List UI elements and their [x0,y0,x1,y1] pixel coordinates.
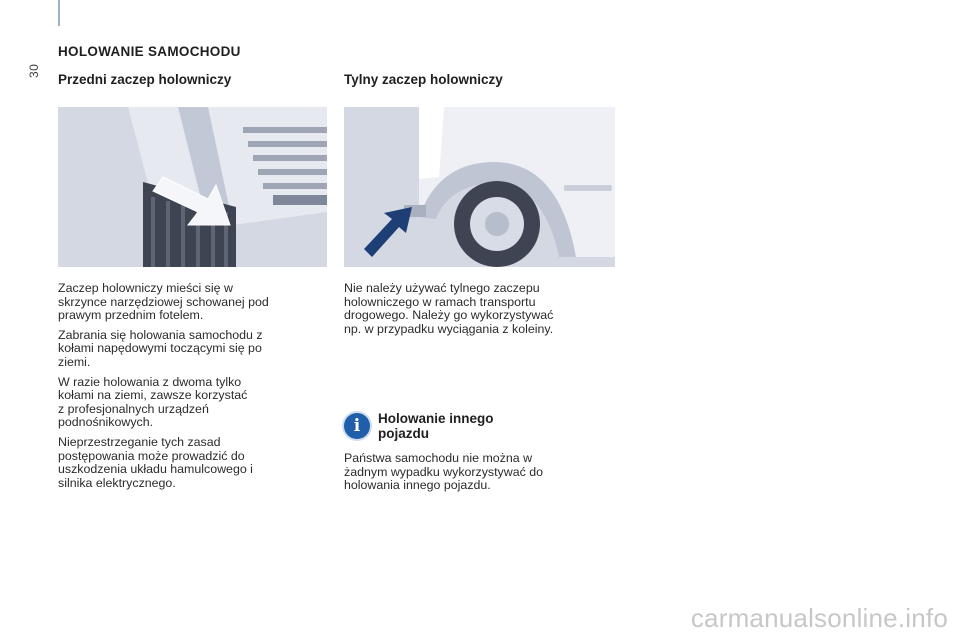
paragraph: Zaczep holowniczy mieści się w skrzynce narzędziowej schowanej pod prawym przednim fotelem. [58,281,269,323]
section-title: HOLOWANIE SAMOCHODU [58,44,241,59]
page-number: 30 [27,63,41,78]
rear-tow-hook-illustration [344,107,615,267]
watermark: carmanualsonline.info [690,603,948,633]
paragraph: Nieprzestrzeganie tych zasad postępowania może prowadzić do uszkodzenia układu hamulcowego i silnika elektrycznego. [58,434,253,490]
paragraph: Państwa samochodu nie można w żadnym wypadku wykorzystywać do holowania innego pojazdu. [344,451,544,493]
paragraph: Zabrania się holowania samochodu z kołami napędowymi toczącymi się po ziemi. [58,327,263,369]
front-hook-title: Przedni zaczep holowniczy [58,72,232,87]
front-tow-hook-illustration [58,107,327,267]
info-text [344,452,619,499]
info-icon: i [344,413,370,439]
info-title: Holowanie innego pojazdu [378,411,494,441]
front-hook-text [58,282,328,496]
paragraph: Nie należy używać tylnego zaczepu holowniczego w ramach transportu drogowego. Należy go wykorzystywać np. w przypadku wyciągania z koleiny. [344,281,554,336]
margin-bar [58,0,60,26]
rear-hook-text [344,282,619,342]
rear-hook-title: Tylny zaczep holowniczy [344,72,503,87]
paragraph: W razie holowania z dwoma tylko kołami na ziemi, zawsze korzystać z profesjonalnych urządzeń podnośnikowych. [58,374,248,430]
